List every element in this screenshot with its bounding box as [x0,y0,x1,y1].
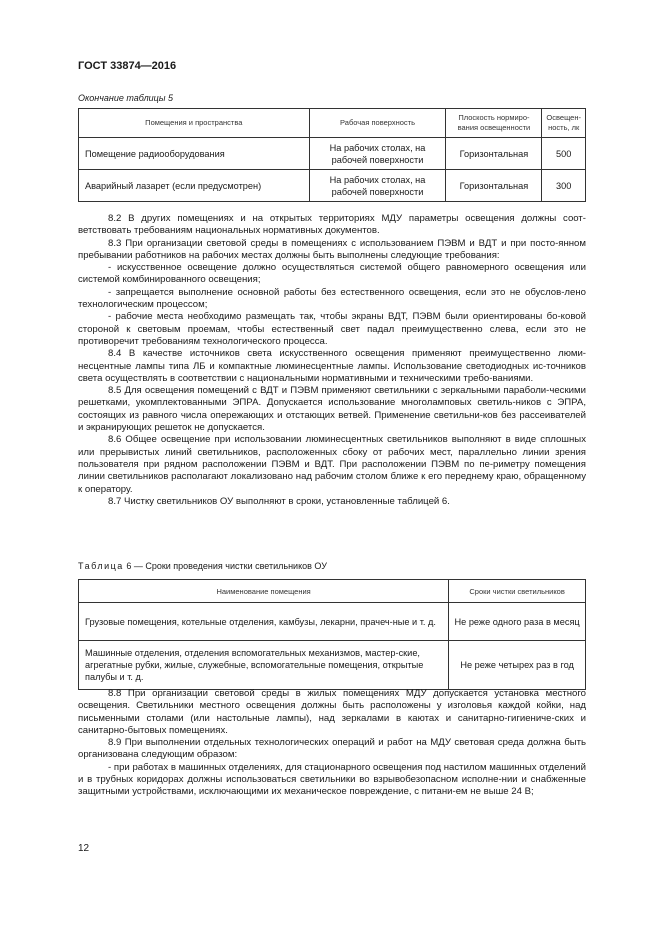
paragraph: 8.5 Для освещения помещений с ВДТ и ПЭВМ применяют светильники с зеркальными параболи-ческими решетками, укомплектованными ЭПРА. Допускается использование многоламповых светиль-ников с ЭПРА, состоящих из равного числа опережающих и отстающих ветвей. Применение светильни-ков без рассеивателей и экранирующих решеток не допускается. [78,385,586,434]
table-5 [78,108,586,202]
table-header-cell: Помещения и пространства [79,109,310,138]
table-cell: Не реже одного раза в месяц [449,603,586,641]
list-item: - искусственное освещение должно осуществляться системой общего равномерного освещения или системой комбинированного освещения; [78,262,586,286]
table-6 [78,579,586,690]
table-header-cell: Рабочая поверхность [309,109,446,138]
table6-caption [78,561,327,571]
table5-caption: Окончание таблицы 5 [78,93,173,103]
table-row [79,641,586,690]
table-cell: На рабочих столах, на рабочей поверхности [309,138,446,170]
table-cell: 500 [542,138,586,170]
table-cell: Машинные отделения, отделения вспомогательных механизмов, мастер-ские, агрегатные рубки, жилые, служебные, вспомогательные помещения, открытые палубы и т. д. [79,641,449,690]
table-cell: Не реже четырех раз в год [449,641,586,690]
paragraph: 8.8 При организации световой среды в жилых помещениях МДУ допускается установка местного освещения. Светильники местного освещения должны быть расположены у изголовья каждой койки, над письменными столами (или настольные лампы), над зеркалами в каютах и санитарно-гигиениче-ских и санитарно-бытовых помещениях. [78,688,586,736]
table-header-row [79,580,586,603]
body-text-block-2 [78,688,586,799]
table-cell: Горизонтальная [446,170,542,202]
table6-caption-label: Таблица [78,561,124,571]
table-row [79,138,586,170]
table-cell: Аварийный лазарет (если предусмотрен) [79,170,310,202]
table6-caption-text: 6 — Сроки проведения чистки светильников ОУ [126,561,327,571]
body-text-block [78,213,586,508]
paragraph: 8.7 Чистку светильников ОУ выполняют в сроки, установленные таблицей 6. [108,495,450,507]
table-header-cell: Плоскость нормиро-вания освещенности [446,109,542,138]
paragraph: 8.9 При выполнении отдельных технологических операций и работ на МДУ световая среда должна быть организована следующим образом: [78,737,586,761]
table-cell: Грузовые помещения, котельные отделения, камбузы, лекарни, прачеч-ные и т. д. [79,603,449,641]
paragraph: 8.2 В других помещениях и на открытых территориях МДУ параметры освещения должны соот-ветствовать требованиям национальных нормативных документов. [78,213,586,237]
table-cell: На рабочих столах, на рабочей поверхности [309,170,446,202]
table-header-row [79,109,586,138]
table-cell: Помещение радиооборудования [79,138,310,170]
list-item: - запрещается выполнение основной работы без естественного освещения, если это не обуслов-лено технологическим процессом; [78,286,586,311]
paragraph: 8.6 Общее освещение при использовании люминесцентных светильников выполняют в виде сплошных или прерывистых линий светильников, расположенных сбоку от рабочих мест, параллельно линии зрения пользователя при рядном расположении ПЭВМ и ВДТ. При расположении ПЭВМ по пе-риметру помещения линии светильников располагают локализовано над рабочим столом ближе к его переднему краю, обращенному к оператору. [78,434,586,495]
table-header-cell: Сроки чистки светильников [449,580,586,603]
list-item: - при работах в машинных отделениях, для стационарного освещения под настилом машинных отделений и в трубных коридорах должны использоваться светильники во взрывобезопасном исполне-нии и снабженные защитными устройствами, исключающими их механическое повреждение, с питани-ем не выше 24 В; [78,761,586,798]
table-row [79,603,586,641]
table-cell: 300 [542,170,586,202]
page-number: 12 [78,843,90,854]
list-item: - рабочие места необходимо размещать так, чтобы экраны ВДТ, ПЭВМ были ориентированы бо-ковой стороной к световым проемам, чтобы естественный свет падал преимущественно слева, если это не противоречит требованиям технологического процесса. [78,311,586,347]
paragraph: 8.3 При организации световой среды в помещениях с использованием ПЭВМ и ВДТ и при посто-янном пребывании работников на рабочих местах должны быть выполнены следующие требования: [78,237,586,261]
table-header-cell: Освещен-ность, лк [542,109,586,138]
table-cell: Горизонтальная [446,138,542,170]
paragraph: 8.4 В качестве источников света искусственного освещения применяют преимущественно люми-несцентные лампы типа ЛБ и компактные люминесцентные лампы. Использование светодиодных ис-точников света осуществлять в соответствии с национальными нормативными и техническими требо-ваниями. [78,348,586,384]
document-header: ГОСТ 33874—2016 [78,60,177,72]
table-header-cell: Наименование помещения [79,580,449,603]
table-row [79,170,586,202]
